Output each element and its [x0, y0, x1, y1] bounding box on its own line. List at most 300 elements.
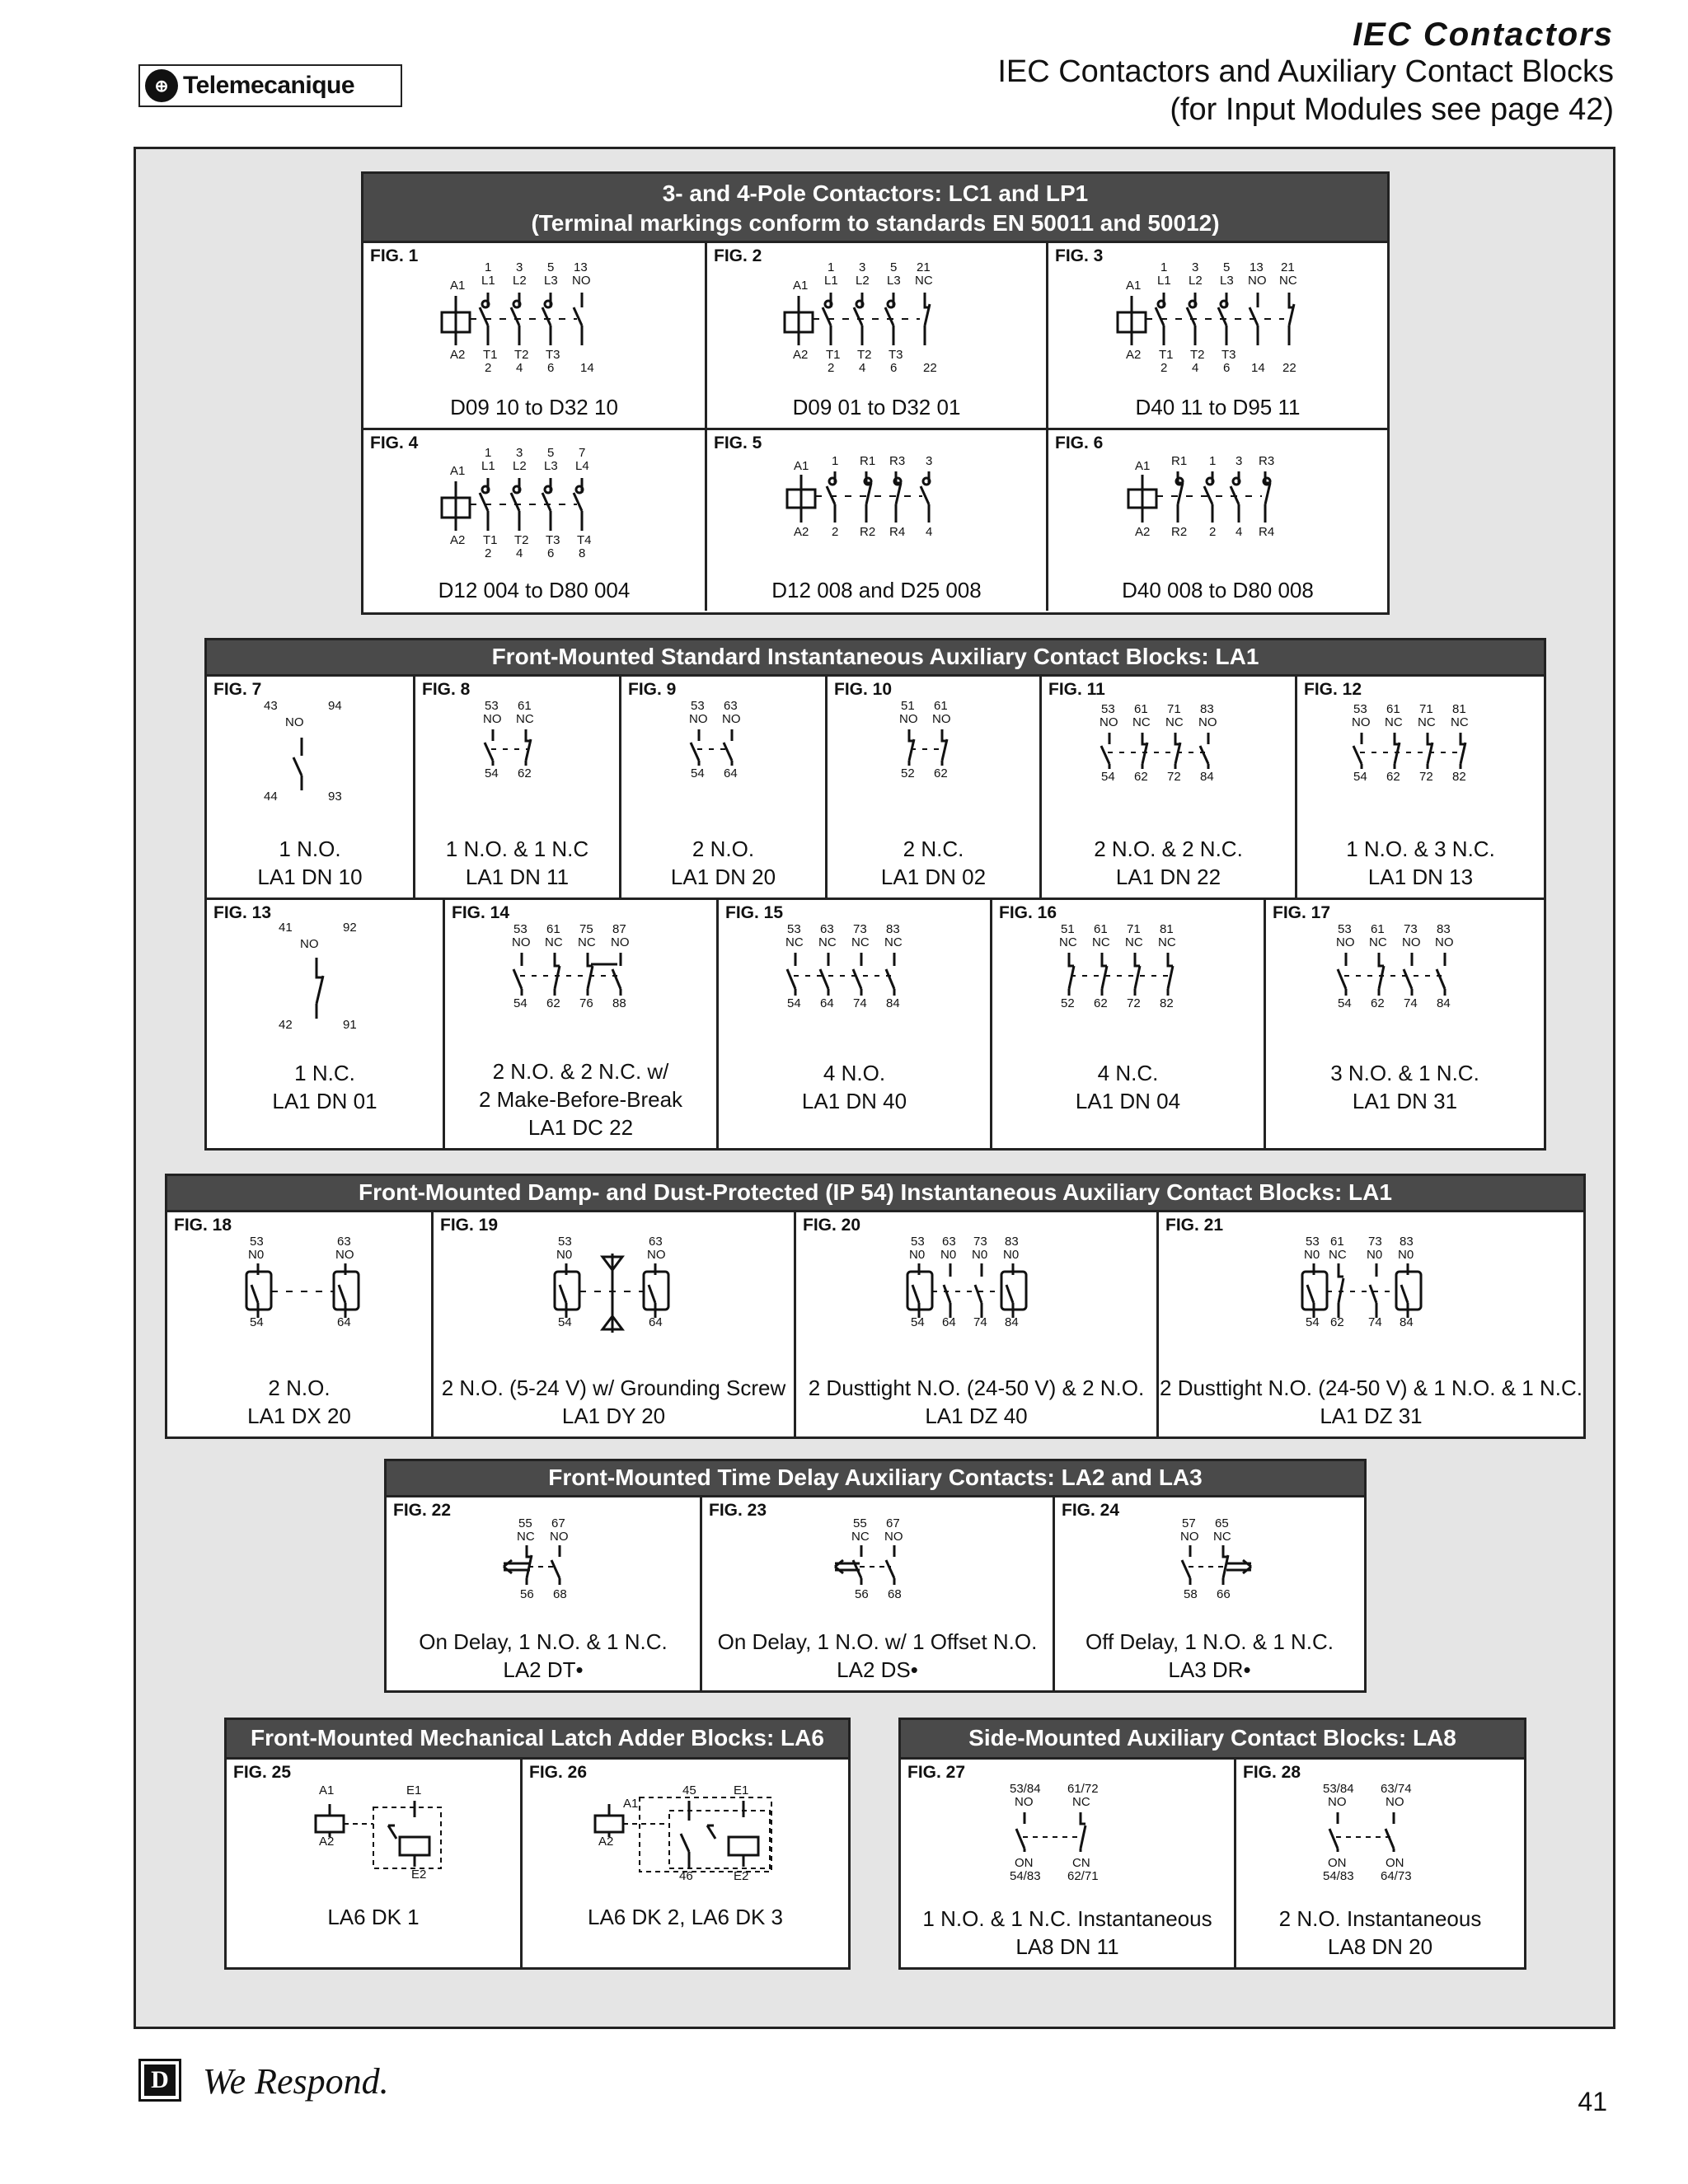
svg-text:N0: N0: [1002, 1248, 1019, 1262]
svg-text:L1: L1: [481, 459, 495, 473]
figure-label: FIG. 1: [370, 246, 419, 265]
svg-text:63: 63: [723, 699, 738, 713]
svg-text:56: 56: [854, 1587, 869, 1601]
svg-text:74: 74: [1403, 996, 1418, 1010]
svg-text:54: 54: [1337, 996, 1352, 1010]
caption-part-number: LA1 DN 02: [880, 865, 987, 889]
caption-line: 4 N.O.: [823, 1061, 886, 1085]
caption-line: 2 N.O. Instantaneous: [1278, 1906, 1482, 1931]
figure-caption: [523, 1903, 848, 1931]
svg-text:73: 73: [852, 922, 867, 936]
svg-text:61: 61: [1370, 922, 1385, 936]
figure-caption: [445, 1057, 716, 1141]
svg-text:54: 54: [250, 1315, 264, 1329]
contactor-diagram: [363, 440, 705, 564]
svg-text:54: 54: [786, 996, 801, 1010]
svg-text:7: 7: [579, 446, 586, 460]
svg-text:A2: A2: [450, 348, 466, 362]
figure-row: [387, 1497, 1364, 1690]
svg-text:13: 13: [1249, 260, 1264, 274]
svg-text:N0: N0: [940, 1248, 956, 1262]
svg-text:NO: NO: [1335, 935, 1354, 949]
figure-cell: [1046, 243, 1387, 428]
figure-label: FIG. 10: [834, 680, 893, 699]
figure-label: FIG. 21: [1165, 1216, 1224, 1235]
svg-text:T2: T2: [856, 348, 872, 362]
svg-text:N0: N0: [1397, 1248, 1414, 1262]
figure-cell: [705, 243, 1046, 428]
caption-part-number: LA1 DN 20: [670, 865, 776, 889]
figure-cell: [363, 430, 705, 611]
svg-text:1: 1: [485, 260, 492, 274]
figure-caption: [415, 835, 619, 891]
svg-text:L2: L2: [1188, 274, 1203, 288]
svg-text:61: 61: [1133, 702, 1148, 716]
svg-text:NC: NC: [1091, 935, 1110, 949]
caption-line: 1 N.O. & 3 N.C.: [1346, 837, 1495, 861]
svg-text:61: 61: [517, 699, 532, 713]
svg-text:62: 62: [1370, 996, 1385, 1010]
time-delay-diagram: [1055, 1512, 1364, 1603]
svg-text:64: 64: [337, 1315, 351, 1329]
svg-text:A2: A2: [1125, 348, 1141, 362]
figure-cell: [167, 1212, 431, 1436]
svg-text:T2: T2: [514, 533, 529, 547]
svg-text:72: 72: [1126, 996, 1141, 1010]
figure-cell: [387, 1497, 700, 1690]
caption-part-number: LA2 DS•: [837, 1657, 918, 1682]
figure-cell: [705, 430, 1046, 611]
figure-caption: [901, 1905, 1234, 1961]
contact-diagram: [167, 1229, 431, 1336]
svg-text:5: 5: [547, 260, 555, 274]
caption-part-number: LA1 DZ 40: [925, 1404, 1028, 1428]
svg-text:R4: R4: [1258, 525, 1274, 539]
svg-text:6: 6: [547, 546, 555, 560]
svg-text:4: 4: [516, 546, 523, 560]
svg-text:NC: NC: [1212, 1530, 1231, 1544]
svg-text:3: 3: [1235, 454, 1242, 468]
svg-text:83: 83: [1004, 1235, 1019, 1249]
svg-text:NO: NO: [1015, 1795, 1034, 1809]
svg-text:N0: N0: [1303, 1248, 1320, 1262]
table-la1-standard: [204, 638, 1546, 1151]
caption-line: Off Delay, 1 N.O. & 1 N.C.: [1085, 1629, 1334, 1654]
svg-text:NO: NO: [1351, 715, 1370, 729]
telemecanique-logo: [138, 64, 402, 107]
svg-text:NC: NC: [1124, 935, 1143, 949]
figure-cell: [413, 677, 619, 898]
caption-line: 2 N.O. & 2 N.C. w/: [492, 1059, 669, 1084]
contact-diagram: [207, 913, 443, 1037]
svg-text:73: 73: [1367, 1235, 1382, 1249]
svg-text:53: 53: [557, 1235, 572, 1249]
svg-text:62: 62: [1133, 770, 1148, 784]
latch-diagram: [523, 1778, 848, 1885]
svg-text:84: 84: [1399, 1315, 1414, 1329]
svg-text:NC: NC: [1328, 1248, 1347, 1262]
svg-text:NO: NO: [1198, 715, 1217, 729]
svg-text:62: 62: [1329, 1315, 1344, 1329]
figure-cell: [1234, 1760, 1524, 1967]
caption-line: 1 N.O. & 1 N.C. Instantaneous: [922, 1906, 1212, 1931]
svg-text:2: 2: [485, 546, 492, 560]
svg-text:8: 8: [579, 546, 586, 560]
svg-text:63: 63: [648, 1235, 663, 1249]
svg-text:75: 75: [579, 922, 593, 936]
svg-text:5: 5: [889, 260, 897, 274]
svg-text:L3: L3: [544, 459, 558, 473]
svg-text:NC: NC: [544, 935, 563, 949]
figure-caption: [207, 1059, 443, 1115]
contact-diagram: [1042, 696, 1295, 787]
svg-text:NO: NO: [285, 715, 304, 729]
svg-text:71: 71: [1126, 922, 1141, 936]
svg-text:72: 72: [1418, 770, 1433, 784]
figure-caption: D40 008 to D80 008: [1122, 578, 1314, 602]
page-subtitle: IEC Contactors and Auxiliary Contact Blocks: [997, 54, 1614, 89]
svg-text:84: 84: [1436, 996, 1451, 1010]
svg-text:ON: ON: [1015, 1856, 1034, 1870]
figure-cell: [363, 243, 705, 428]
contact-diagram: [434, 1229, 794, 1336]
svg-text:NC: NC: [851, 1530, 870, 1544]
svg-text:64: 64: [819, 996, 834, 1010]
svg-text:22: 22: [922, 361, 937, 375]
contact-diagram: [1266, 916, 1544, 1015]
caption-line-2: 2 Make-Before-Break: [478, 1087, 683, 1112]
svg-text:67: 67: [885, 1516, 900, 1530]
svg-text:21: 21: [1280, 260, 1295, 274]
figure-cell: [901, 1760, 1234, 1967]
svg-text:NC: NC: [785, 935, 804, 949]
svg-text:NO: NO: [721, 712, 740, 726]
figure-caption: D09 10 to D32 10: [450, 395, 618, 419]
svg-text:NC: NC: [914, 274, 933, 288]
svg-text:R3: R3: [1258, 454, 1274, 468]
svg-text:5: 5: [1222, 260, 1230, 274]
svg-text:84: 84: [1199, 770, 1214, 784]
svg-text:54: 54: [1353, 770, 1367, 784]
svg-text:71: 71: [1418, 702, 1433, 716]
figure-caption: [167, 1374, 431, 1430]
svg-text:NO: NO: [610, 935, 629, 949]
contact-diagram: [415, 693, 619, 784]
svg-text:A2: A2: [598, 1835, 613, 1849]
caption-line: 2 N.C.: [903, 837, 964, 861]
figure-label: FIG. 19: [440, 1216, 499, 1235]
figure-cell: [716, 900, 990, 1148]
svg-text:L2: L2: [513, 274, 527, 288]
svg-text:53/84: 53/84: [1010, 1782, 1041, 1796]
svg-text:2: 2: [1160, 361, 1167, 375]
svg-text:53/84: 53/84: [1322, 1782, 1354, 1796]
svg-text:NO: NO: [884, 1530, 903, 1544]
svg-text:42: 42: [279, 1018, 293, 1032]
svg-text:54/83: 54/83: [1322, 1869, 1354, 1883]
svg-text:L1: L1: [481, 274, 495, 288]
figure-caption: D12 004 to D80 004: [438, 578, 631, 602]
figure-caption: [719, 1059, 990, 1115]
svg-text:T2: T2: [1189, 348, 1205, 362]
figure-caption: [387, 1628, 700, 1684]
figure-label: FIG. 22: [393, 1501, 452, 1520]
svg-text:63/74: 63/74: [1380, 1782, 1412, 1796]
svg-text:6: 6: [889, 361, 897, 375]
svg-text:54: 54: [690, 766, 705, 780]
svg-text:R3: R3: [889, 454, 905, 468]
figure-row: [901, 1760, 1524, 1967]
svg-text:71: 71: [1166, 702, 1181, 716]
svg-text:2: 2: [1208, 525, 1216, 539]
svg-text:43: 43: [264, 699, 278, 713]
svg-text:56: 56: [520, 1587, 534, 1601]
figure-row: [207, 898, 1544, 1148]
svg-text:6: 6: [547, 361, 555, 375]
contact-diagram: [621, 693, 825, 784]
svg-text:62: 62: [933, 766, 948, 780]
svg-text:1: 1: [827, 260, 834, 274]
figure-caption: [828, 835, 1039, 891]
svg-text:T3: T3: [546, 348, 560, 362]
svg-text:74: 74: [1367, 1315, 1382, 1329]
svg-text:NO: NO: [898, 712, 917, 726]
svg-text:1: 1: [485, 446, 492, 460]
figure-caption: [207, 835, 413, 891]
figure-label: FIG. 2: [714, 246, 762, 265]
svg-text:51: 51: [900, 699, 915, 713]
svg-text:53: 53: [690, 699, 705, 713]
svg-text:NO: NO: [1179, 1530, 1198, 1544]
figure-caption: [1055, 1628, 1364, 1684]
figure-row: [363, 428, 1387, 611]
svg-text:L2: L2: [855, 274, 870, 288]
table-title: Front-Mounted Standard Instantaneous Auxiliary Contact Blocks: LA1: [207, 640, 1544, 677]
figure-caption: D12 008 and D25 008: [771, 578, 982, 602]
figure-row: [363, 243, 1387, 428]
svg-text:A1: A1: [319, 1783, 335, 1797]
figure-row: [227, 1760, 848, 1967]
figure-label: FIG. 14: [452, 903, 510, 922]
svg-text:NO: NO: [1327, 1795, 1346, 1809]
svg-text:NO: NO: [1247, 274, 1266, 288]
caption-part-number: LA1 DN 13: [1367, 865, 1474, 889]
svg-text:NO: NO: [688, 712, 707, 726]
figure-caption: D40 11 to D95 11: [1135, 395, 1301, 419]
figure-label: FIG. 20: [803, 1216, 861, 1235]
svg-text:NO: NO: [511, 935, 530, 949]
caption-part-number: LA1 DZ 31: [1320, 1404, 1423, 1428]
svg-text:CN: CN: [1072, 1856, 1090, 1870]
svg-text:62: 62: [546, 996, 560, 1010]
caption-part-number: LA1 DN 11: [465, 865, 570, 889]
contact-diagram: [445, 916, 716, 1015]
svg-text:53: 53: [513, 922, 528, 936]
svg-text:74: 74: [852, 996, 867, 1010]
svg-text:41: 41: [279, 921, 293, 935]
svg-text:T4: T4: [577, 533, 592, 547]
svg-text:72: 72: [1166, 770, 1181, 784]
svg-text:N0: N0: [556, 1248, 572, 1262]
svg-text:R4: R4: [889, 525, 905, 539]
svg-text:2: 2: [831, 525, 838, 539]
svg-text:4: 4: [1191, 361, 1198, 375]
svg-text:NO: NO: [572, 274, 591, 288]
svg-text:53: 53: [1337, 922, 1352, 936]
svg-text:92: 92: [343, 921, 357, 935]
figure-caption: [434, 1374, 794, 1430]
svg-text:3: 3: [516, 260, 523, 274]
time-delay-diagram: [387, 1512, 700, 1603]
svg-text:T3: T3: [546, 533, 560, 547]
svg-text:NC: NC: [1450, 715, 1469, 729]
side-contact-diagram: [1236, 1776, 1524, 1883]
figure-label: FIG. 12: [1304, 680, 1362, 699]
square-d-logo: [138, 2059, 181, 2102]
svg-text:21: 21: [916, 260, 931, 274]
svg-text:R2: R2: [859, 525, 875, 539]
figure-label: FIG. 18: [174, 1216, 232, 1235]
svg-text:57: 57: [1181, 1516, 1196, 1530]
caption-line: 1 N.O. & 1 N.C: [445, 837, 589, 861]
svg-text:NC: NC: [1072, 1795, 1090, 1809]
svg-text:6: 6: [1222, 361, 1230, 375]
slogan: We Respond.: [203, 2061, 389, 2102]
svg-text:76: 76: [579, 996, 593, 1010]
svg-text:NC: NC: [884, 935, 903, 949]
figure-row: [167, 1212, 1583, 1436]
figure-label: FIG. 11: [1048, 680, 1105, 699]
svg-text:53: 53: [1353, 702, 1367, 716]
svg-text:54/83: 54/83: [1010, 1869, 1041, 1883]
svg-text:NC: NC: [517, 1530, 535, 1544]
svg-text:83: 83: [1436, 922, 1451, 936]
figure-caption: [702, 1628, 1053, 1684]
svg-text:3: 3: [925, 454, 932, 468]
figure-caption: [1266, 1059, 1544, 1115]
figure-cell: [1046, 430, 1387, 611]
svg-text:5: 5: [547, 446, 555, 460]
figure-cell: [227, 1760, 520, 1967]
svg-text:ON: ON: [1385, 1856, 1404, 1870]
svg-text:A1: A1: [450, 464, 466, 478]
svg-text:3: 3: [858, 260, 865, 274]
svg-text:62: 62: [1386, 770, 1400, 784]
figure-cell: [431, 1212, 794, 1436]
contactor-diagram: [707, 255, 1046, 378]
svg-text:L1: L1: [1156, 274, 1171, 288]
svg-text:T1: T1: [483, 348, 498, 362]
svg-text:53: 53: [250, 1235, 264, 1249]
figure-cell: [619, 677, 825, 898]
svg-text:61: 61: [933, 699, 948, 713]
svg-text:4: 4: [858, 361, 865, 375]
svg-text:84: 84: [1004, 1315, 1019, 1329]
svg-text:3: 3: [516, 446, 523, 460]
svg-text:NC: NC: [1384, 715, 1403, 729]
figure-cell: [1295, 677, 1544, 898]
contactor-diagram: [1048, 448, 1387, 555]
caption-line: On Delay, 1 N.O. w/ 1 Offset N.O.: [717, 1629, 1038, 1654]
figure-caption: [1042, 835, 1295, 891]
svg-text:81: 81: [1159, 922, 1174, 936]
figure-label: FIG. 13: [213, 903, 272, 922]
side-contact-diagram: [901, 1776, 1234, 1883]
svg-text:67: 67: [551, 1516, 565, 1530]
svg-text:55: 55: [852, 1516, 867, 1530]
caption-part-number: LA6 DK 2, LA6 DK 3: [587, 1905, 784, 1929]
svg-text:63: 63: [941, 1235, 956, 1249]
svg-text:61/72: 61/72: [1067, 1782, 1099, 1796]
caption-line: 2 Dusttight N.O. (24-50 V) & 1 N.O. & 1 N.C.: [1160, 1376, 1582, 1400]
svg-text:T3: T3: [1221, 348, 1236, 362]
svg-text:53: 53: [1305, 1235, 1320, 1249]
caption-line: On Delay, 1 N.O. & 1 N.C.: [419, 1629, 668, 1654]
svg-text:62: 62: [517, 766, 532, 780]
svg-text:ON: ON: [1327, 1856, 1346, 1870]
svg-text:4: 4: [516, 361, 523, 375]
figure-label: FIG. 9: [628, 680, 677, 699]
caption-part-number: LA2 DT•: [503, 1657, 584, 1682]
svg-text:1: 1: [1208, 454, 1216, 468]
svg-text:14: 14: [580, 361, 594, 375]
table-title-line2: (Terminal markings conform to standards EN 50011 and 50012): [531, 210, 1220, 236]
figure-label: FIG. 23: [709, 1501, 767, 1520]
caption-part-number: LA3 DR•: [1168, 1657, 1251, 1682]
svg-text:13: 13: [574, 260, 588, 274]
svg-text:58: 58: [1183, 1587, 1198, 1601]
svg-text:NO: NO: [300, 937, 319, 951]
svg-text:52: 52: [1060, 996, 1075, 1010]
svg-text:53: 53: [910, 1235, 925, 1249]
svg-text:A1: A1: [1125, 279, 1141, 293]
figure-cell: [794, 1212, 1156, 1436]
caption-line: 1 N.O.: [279, 837, 341, 861]
svg-text:T1: T1: [1158, 348, 1174, 362]
svg-text:A1: A1: [450, 279, 466, 293]
svg-text:NC: NC: [1368, 935, 1387, 949]
svg-text:62: 62: [1093, 996, 1108, 1010]
svg-text:A2: A2: [450, 533, 466, 547]
time-delay-diagram: [702, 1512, 1053, 1603]
svg-text:T2: T2: [514, 348, 529, 362]
svg-text:E2: E2: [733, 1869, 748, 1883]
svg-text:93: 93: [328, 790, 342, 804]
figure-caption: [992, 1059, 1264, 1115]
svg-text:T1: T1: [825, 348, 841, 362]
figure-caption: [1297, 835, 1544, 891]
svg-text:L4: L4: [575, 459, 589, 473]
table-lc1-lp1: [361, 171, 1390, 615]
table-title: Side-Mounted Auxiliary Contact Blocks: LA8: [901, 1720, 1524, 1760]
figure-cell: [825, 677, 1039, 898]
caption-line: 2 N.O.: [268, 1376, 331, 1400]
svg-text:NC: NC: [818, 935, 837, 949]
caption-part-number: LA1 DN 10: [257, 865, 363, 889]
table-la1-ip54: [165, 1174, 1586, 1439]
svg-text:94: 94: [328, 699, 342, 713]
caption-part-number: LA8 DN 11: [1015, 1934, 1119, 1959]
svg-text:81: 81: [1451, 702, 1466, 716]
latch-diagram: [227, 1778, 520, 1885]
svg-text:61: 61: [546, 922, 560, 936]
svg-text:A2: A2: [1134, 525, 1150, 539]
svg-text:NO: NO: [335, 1248, 354, 1262]
figure-caption: [1236, 1905, 1524, 1961]
svg-text:NO: NO: [646, 1248, 665, 1262]
table-title-line1: 3- and 4-Pole Contactors: LC1 and LP1: [662, 180, 1089, 206]
svg-text:54: 54: [557, 1315, 572, 1329]
